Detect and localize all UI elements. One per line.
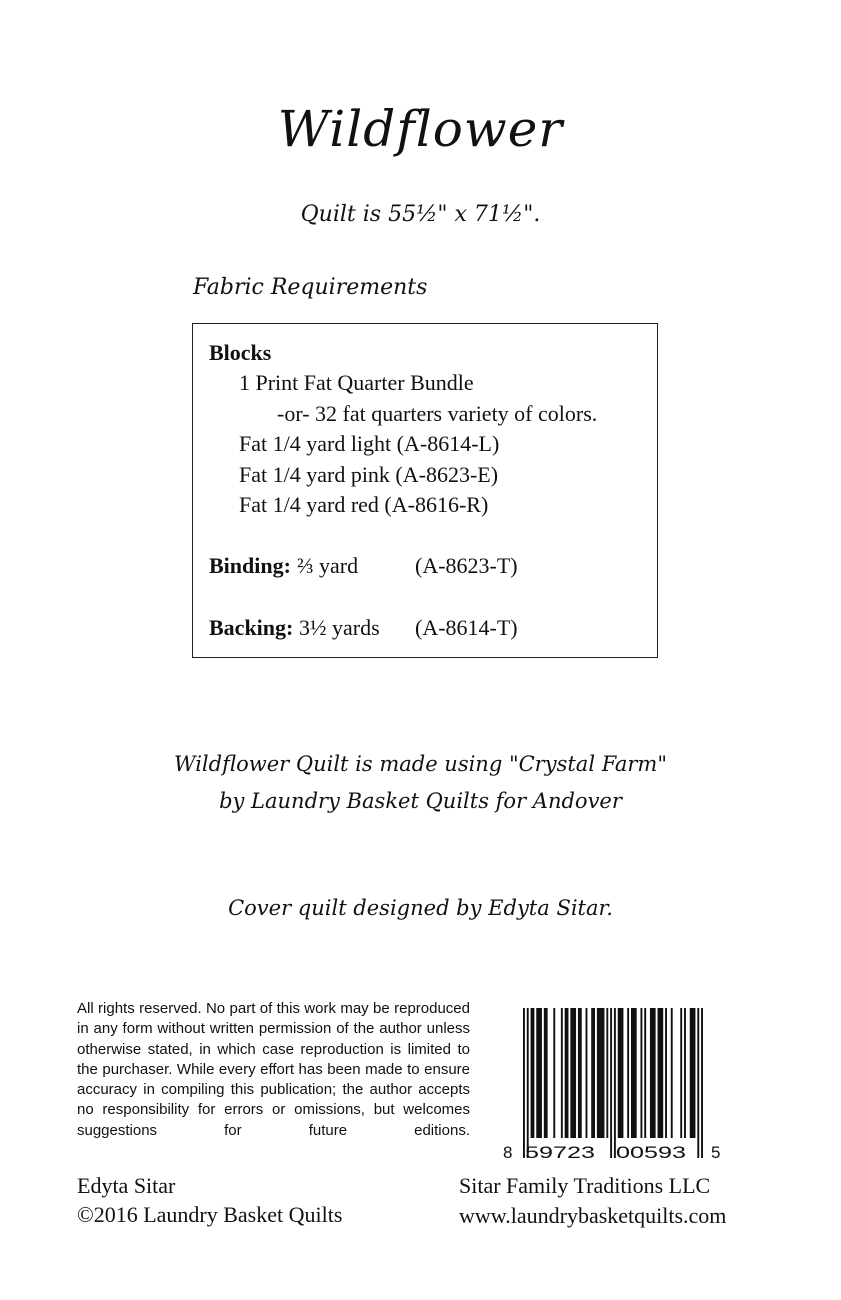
barcode-bar (701, 1008, 703, 1158)
copyright-line: ©2016 Laundry Basket Quilts (77, 1202, 343, 1227)
blocks-heading: Blocks (209, 340, 272, 365)
barcode-bar (586, 1008, 588, 1138)
barcode-bar (618, 1008, 624, 1138)
website-url: www.laundrybasketquilts.com (459, 1203, 727, 1228)
barcode-bar (591, 1008, 595, 1138)
backing-label: Backing: (209, 615, 294, 640)
barcode-bar (536, 1008, 542, 1138)
barcode-right-digits: 00593 (616, 1143, 686, 1162)
barcode-bar (665, 1008, 667, 1138)
barcode (503, 1008, 723, 1164)
barcode-check-digit: 5 (711, 1143, 721, 1162)
rights-notice: All rights reserved. No part of this work may be reproduced in any form without written permission of the author unless otherwise stated, in which case reproduction is limited to the purchaser. While every effort has been made to ensure accuracy in compiling this publication; the author accepts no responsibility for errors or omissions, but welcomes suggestions for future editions. (77, 1000, 470, 1139)
blocks-line-4: Fat 1/4 yard pink (A-8623-E) (239, 462, 499, 487)
barcode-bar (553, 1008, 555, 1138)
barcode-left-digits: 59723 (525, 1143, 595, 1162)
barcode-bar (578, 1008, 582, 1138)
blocks-line-1: 1 Print Fat Quarter Bundle (239, 370, 474, 395)
company-name: Sitar Family Traditions LLC (459, 1173, 711, 1198)
blocks-line-2: -or- 32 fat quarters variety of colors. (277, 401, 598, 426)
backing-code: (A-8614-T) (415, 615, 518, 640)
barcode-bars (523, 1008, 703, 1158)
barcode-bar (531, 1008, 535, 1138)
barcode-bar (640, 1008, 642, 1138)
barcode-bar (523, 1008, 525, 1158)
barcode-bar (631, 1008, 637, 1138)
binding-code: (A-8623-T) (415, 553, 518, 578)
blocks-line-3: Fat 1/4 yard light (A-8614-L) (239, 431, 500, 456)
barcode-bar (690, 1008, 696, 1138)
binding-amount: ⅔ yard (297, 553, 359, 578)
barcode-bar (606, 1008, 608, 1138)
barcode-bar (697, 1008, 699, 1158)
barcode-bar (610, 1008, 612, 1158)
barcode-bar (570, 1008, 576, 1138)
author-name: Edyta Sitar (77, 1173, 176, 1198)
barcode-first-digit: 8 (503, 1143, 513, 1162)
fabric-requirements-box (192, 323, 658, 658)
cover-credit: Cover quilt designed by Edyta Sitar. (228, 896, 613, 920)
barcode-bar (658, 1008, 664, 1138)
quilt-size: Quilt is 55½" x 71½". (300, 202, 541, 227)
blocks-line-5: Fat 1/4 yard red (A-8616-R) (239, 492, 489, 517)
barcode-bar (627, 1008, 629, 1138)
barcode-bar (684, 1008, 686, 1138)
fabric-credit-line-2: by Laundry Basket Quilts for Andover (219, 789, 622, 813)
barcode-bar (565, 1008, 569, 1138)
barcode-bar (644, 1008, 646, 1138)
barcode-bar (561, 1008, 563, 1138)
barcode-bar (680, 1008, 682, 1138)
barcode-bar (527, 1008, 529, 1158)
fabric-requirements-heading: Fabric Requirements (193, 275, 428, 300)
barcode-bar (544, 1008, 548, 1138)
barcode-bar (614, 1008, 616, 1158)
backing-amount: 3½ yards (299, 615, 380, 640)
barcode-bar (597, 1008, 605, 1138)
fabric-credit-line-1: Wildflower Quilt is made using "Crystal Farm" (174, 752, 667, 776)
barcode-bar (650, 1008, 656, 1138)
binding-label: Binding: (209, 553, 291, 578)
page-title: Wildflower (277, 100, 564, 158)
barcode-bar (671, 1008, 673, 1138)
